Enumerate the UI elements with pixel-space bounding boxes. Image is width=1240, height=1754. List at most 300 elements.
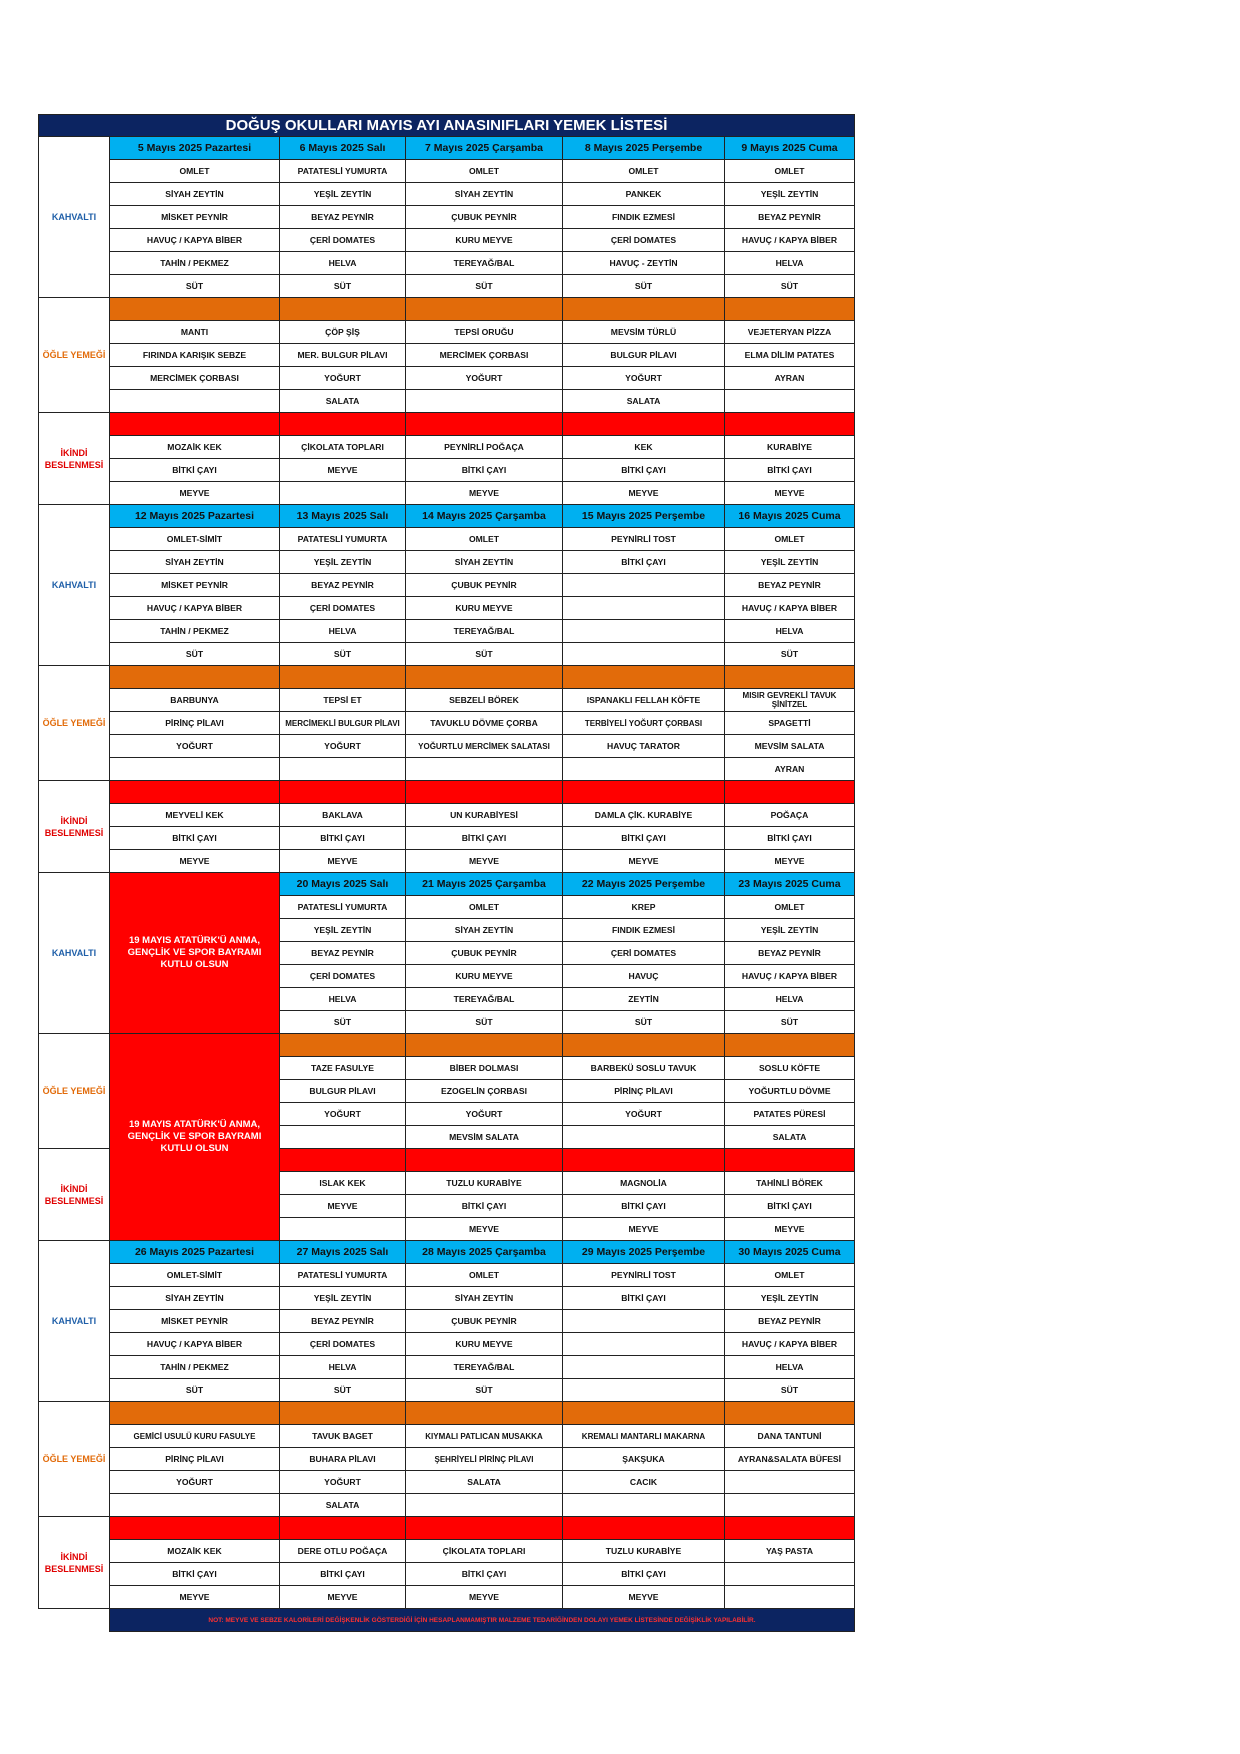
orange-separator: [725, 298, 855, 321]
menu-item: OMLET: [406, 160, 563, 183]
red-separator: [725, 781, 855, 804]
menu-item: MEVSİM SALATA: [406, 1126, 563, 1149]
meal-label-ikindi: İKİNDİ BESLENMESİ: [39, 1149, 110, 1241]
menu-item: MERCİMEKLİ BULGUR PİLAVI: [280, 712, 406, 735]
week-1-row: [39, 482, 855, 505]
week-4-row: [39, 1586, 855, 1609]
menu-item: [110, 390, 280, 413]
week-4-row: [39, 1379, 855, 1402]
menu-item: HELVA: [280, 1356, 406, 1379]
menu-item: SALATA: [280, 1494, 406, 1517]
red-separator: [563, 781, 725, 804]
menu-item: HAVUÇ / KAPYA BİBER: [110, 597, 280, 620]
week-2-row: [39, 643, 855, 666]
menu-item: KURU MEYVE: [406, 1333, 563, 1356]
menu-item: TEREYAĞ/BAL: [406, 620, 563, 643]
menu-item: [563, 574, 725, 597]
menu-item: DAMLA ÇİK. KURABİYE: [563, 804, 725, 827]
menu-item: MEYVE: [280, 1586, 406, 1609]
menu-item: BİTKİ ÇAYI: [725, 827, 855, 850]
menu-item: FINDIK EZMESİ: [563, 919, 725, 942]
menu-item: FINDIK EZMESİ: [563, 206, 725, 229]
menu-item: OMLET: [563, 160, 725, 183]
week-2-row: [39, 597, 855, 620]
menu-item: YEŞİL ZEYTİN: [725, 1287, 855, 1310]
menu-item: MAGNOLİA: [563, 1172, 725, 1195]
menu-item: HELVA: [280, 988, 406, 1011]
menu-item: MEYVE: [280, 1195, 406, 1218]
menu-item: MEYVE: [406, 482, 563, 505]
menu-item: HAVUÇ / KAPYA BİBER: [725, 1333, 855, 1356]
menu-item: [563, 1494, 725, 1517]
menu-item: BAKLAVA: [280, 804, 406, 827]
week-2-row: [39, 689, 855, 712]
menu-item: MER. BULGUR PİLAVI: [280, 344, 406, 367]
menu-item: PEYNİRLİ TOST: [563, 1264, 725, 1287]
menu-item: KIYMALI PATLICAN MUSAKKA: [406, 1425, 563, 1448]
menu-item: ÇİKOLATA TOPLARI: [406, 1540, 563, 1563]
meal-label-kahvalti: KAHVALTI: [39, 1241, 110, 1402]
menu-item: PEYNİRLİ TOST: [563, 528, 725, 551]
orange-separator: [563, 1034, 725, 1057]
orange-separator: [280, 1402, 406, 1425]
menu-item: PİRİNÇ PİLAVI: [110, 1448, 280, 1471]
menu-item: ŞEHRİYELİ PİRİNÇ PİLAVI: [406, 1448, 563, 1471]
menu-item: OMLET: [725, 528, 855, 551]
red-separator: [110, 1517, 280, 1540]
day-header: 14 Mayıs 2025 Çarşamba: [406, 505, 563, 528]
menu-item: SPAGETTİ: [725, 712, 855, 735]
menu-item: YEŞİL ZEYTİN: [725, 551, 855, 574]
menu-item: SÜT: [110, 275, 280, 298]
day-header: 8 Mayıs 2025 Perşembe: [563, 137, 725, 160]
menu-item: OMLET: [725, 896, 855, 919]
menu-item: ŞAKŞUKA: [563, 1448, 725, 1471]
menu-item: ÇERİ DOMATES: [280, 965, 406, 988]
menu-item: TAHİN / PEKMEZ: [110, 620, 280, 643]
menu-item: SİYAH ZEYTİN: [110, 551, 280, 574]
menu-item: YOĞURT: [406, 367, 563, 390]
menu-item: [725, 390, 855, 413]
menu-item: YOĞURT: [110, 735, 280, 758]
meal-label-kahvalti: KAHVALTI: [39, 137, 110, 298]
menu-item: HAVUÇ TARATOR: [563, 735, 725, 758]
menu-item: MEYVE: [725, 482, 855, 505]
menu-item: PANKEK: [563, 183, 725, 206]
week-4-row: [39, 1517, 855, 1540]
orange-separator: [406, 1402, 563, 1425]
menu-item: TEPSİ ORUĞU: [406, 321, 563, 344]
week-4-row: [39, 1448, 855, 1471]
menu-item: HAVUÇ / KAPYA BİBER: [725, 965, 855, 988]
menu-item: POĞAÇA: [725, 804, 855, 827]
menu-item: [725, 1494, 855, 1517]
menu-item: MEYVE: [110, 850, 280, 873]
red-separator: [563, 413, 725, 436]
day-header: 26 Mayıs 2025 Pazartesi: [110, 1241, 280, 1264]
menu-item: SALATA: [725, 1126, 855, 1149]
red-separator: [280, 1517, 406, 1540]
menu-item: OMLET: [110, 160, 280, 183]
menu-item: KEK: [563, 436, 725, 459]
week-1-row: [39, 390, 855, 413]
week-4-row: [39, 1471, 855, 1494]
menu-item: [563, 597, 725, 620]
menu-item: BEYAZ PEYNİR: [725, 942, 855, 965]
menu-item: YOĞURT: [280, 735, 406, 758]
menu-item: FIRINDA KARIŞIK SEBZE: [110, 344, 280, 367]
menu-item: TAHİN / PEKMEZ: [110, 1356, 280, 1379]
menu-item: BİTKİ ÇAYI: [563, 1195, 725, 1218]
menu-item: YOĞURT: [280, 1103, 406, 1126]
week-1-row: [39, 298, 855, 321]
week-4-row: [39, 1494, 855, 1517]
menu-item: MERCİMEK ÇORBASI: [406, 344, 563, 367]
week-4-row: [39, 1425, 855, 1448]
week-1-row: [39, 413, 855, 436]
week-2-row: [39, 758, 855, 781]
menu-item: MISIR GEVREKLİ TAVUK ŞİNİTZEL: [725, 689, 855, 712]
menu-item: OMLET: [406, 896, 563, 919]
orange-separator: [725, 666, 855, 689]
menu-item: OMLET: [725, 160, 855, 183]
day-header: 13 Mayıs 2025 Salı: [280, 505, 406, 528]
menu-item: EZOGELİN ÇORBASI: [406, 1080, 563, 1103]
menu-item: MEYVE: [563, 1586, 725, 1609]
menu-item: MEYVE: [406, 1586, 563, 1609]
menu-item: TAZE FASULYE: [280, 1057, 406, 1080]
menu-item: HELVA: [725, 988, 855, 1011]
menu-item: [280, 482, 406, 505]
menu-item: GEMİCİ USULÜ KURU FASULYE: [110, 1425, 280, 1448]
menu-item: [280, 1218, 406, 1241]
menu-item: BEYAZ PEYNİR: [280, 942, 406, 965]
menu-item: MEYVE: [280, 850, 406, 873]
red-separator: [280, 413, 406, 436]
menu-item: YOĞURTLU MERCİMEK SALATASI: [406, 735, 563, 758]
orange-separator: [280, 1034, 406, 1057]
menu-item: BİTKİ ÇAYI: [406, 827, 563, 850]
menu-item: SÜT: [110, 1379, 280, 1402]
menu-item: TAVUKLU DÖVME ÇORBA: [406, 712, 563, 735]
menu-item: BUHARA PİLAVI: [280, 1448, 406, 1471]
menu-item: SİYAH ZEYTİN: [110, 1287, 280, 1310]
menu-item: MEVSİM SALATA: [725, 735, 855, 758]
menu-item: SÜT: [110, 643, 280, 666]
menu-item: MEYVE: [110, 1586, 280, 1609]
red-separator: [280, 781, 406, 804]
menu-item: YOĞURT: [280, 1471, 406, 1494]
menu-item: ÇERİ DOMATES: [563, 942, 725, 965]
menu-item: SALATA: [280, 390, 406, 413]
menu-item: MEYVE: [406, 1218, 563, 1241]
menu-item: BİTKİ ÇAYI: [406, 1195, 563, 1218]
menu-item: HELVA: [725, 252, 855, 275]
menu-item: SİYAH ZEYTİN: [406, 919, 563, 942]
red-separator: [406, 1517, 563, 1540]
menu-item: HELVA: [280, 620, 406, 643]
week-1-row: [39, 275, 855, 298]
menu-item: [563, 1333, 725, 1356]
red-separator: [110, 413, 280, 436]
red-separator: [110, 781, 280, 804]
menu-item: HAVUÇ / KAPYA BİBER: [110, 229, 280, 252]
menu-item: MEYVE: [110, 482, 280, 505]
menu-item: SİYAH ZEYTİN: [406, 1287, 563, 1310]
menu-item: [563, 1356, 725, 1379]
menu-item: ISLAK KEK: [280, 1172, 406, 1195]
day-header: 16 Mayıs 2025 Cuma: [725, 505, 855, 528]
menu-item: BİBER DOLMASI: [406, 1057, 563, 1080]
menu-item: YEŞİL ZEYTİN: [280, 183, 406, 206]
day-header: 28 Mayıs 2025 Çarşamba: [406, 1241, 563, 1264]
menu-item: BİTKİ ÇAYI: [280, 1563, 406, 1586]
note-spacer: [39, 1609, 110, 1632]
menu-item: KURU MEYVE: [406, 597, 563, 620]
week-1-row: [39, 321, 855, 344]
menu-item: YOĞURT: [406, 1103, 563, 1126]
menu-item: SÜT: [280, 1379, 406, 1402]
menu-item: TEREYAĞ/BAL: [406, 988, 563, 1011]
menu-item: SÜT: [725, 1379, 855, 1402]
menu-item: SÜT: [725, 1011, 855, 1034]
menu-item: [725, 1586, 855, 1609]
meal-label-ogle: ÖĞLE YEMEĞİ: [39, 1034, 110, 1149]
menu-item: ÇERİ DOMATES: [563, 229, 725, 252]
day-header: 27 Mayıs 2025 Salı: [280, 1241, 406, 1264]
week-4-row: [39, 1310, 855, 1333]
menu-item: SÜT: [406, 1011, 563, 1034]
red-separator: [563, 1149, 725, 1172]
menu-item: TAHİNLİ BÖREK: [725, 1172, 855, 1195]
day-header: 23 Mayıs 2025 Cuma: [725, 873, 855, 896]
week-3-row: [39, 1034, 855, 1057]
menu-item: CACIK: [563, 1471, 725, 1494]
day-header: 5 Mayıs 2025 Pazartesi: [110, 137, 280, 160]
menu-item: OMLET: [406, 528, 563, 551]
menu-item: TEPSİ ET: [280, 689, 406, 712]
menu-item: [563, 1310, 725, 1333]
menu-item: YOĞURT: [563, 367, 725, 390]
orange-separator: [280, 666, 406, 689]
menu-item: KREP: [563, 896, 725, 919]
menu-item: BİTKİ ÇAYI: [725, 459, 855, 482]
week-4-row: [39, 1264, 855, 1287]
menu-item: [563, 758, 725, 781]
menu-item: KREMALI MANTARLI MAKARNA: [563, 1425, 725, 1448]
day-header: 9 Mayıs 2025 Cuma: [725, 137, 855, 160]
menu-item: ELMA DİLİM PATATES: [725, 344, 855, 367]
week-4-row: [39, 1287, 855, 1310]
menu-item: MERCİMEK ÇORBASI: [110, 367, 280, 390]
menu-item: ISPANAKLI FELLAH KÖFTE: [563, 689, 725, 712]
menu-item: ÇERİ DOMATES: [280, 229, 406, 252]
week-1-row: [39, 252, 855, 275]
red-separator: [725, 413, 855, 436]
menu-item: PATATESLİ YUMURTA: [280, 528, 406, 551]
meal-label-kahvalti: KAHVALTI: [39, 505, 110, 666]
menu-item: MİSKET PEYNİR: [110, 206, 280, 229]
week-2-row: [39, 804, 855, 827]
week-2-row: [39, 850, 855, 873]
menu-item: AYRAN&SALATA BÜFESİ: [725, 1448, 855, 1471]
menu-item: [725, 1563, 855, 1586]
menu-item: MOZAİK KEK: [110, 1540, 280, 1563]
day-header: 30 Mayıs 2025 Cuma: [725, 1241, 855, 1264]
menu-table-body: [39, 115, 855, 1632]
red-separator: [563, 1517, 725, 1540]
meal-label-ikindi: İKİNDİ BESLENMESİ: [39, 413, 110, 505]
menu-item: MEYVELİ KEK: [110, 804, 280, 827]
menu-item: BİTKİ ÇAYI: [563, 827, 725, 850]
menu-item: HAVUÇ / KAPYA BİBER: [110, 1333, 280, 1356]
menu-item: ÇUBUK PEYNİR: [406, 942, 563, 965]
week-4-row: [39, 1563, 855, 1586]
menu-item: DANA TANTUNİ: [725, 1425, 855, 1448]
menu-item: MEYVE: [280, 459, 406, 482]
menu-item: [563, 1126, 725, 1149]
week-1-row: [39, 206, 855, 229]
week-2-row: [39, 528, 855, 551]
week-1-row: [39, 137, 855, 160]
menu-item: SEBZELİ BÖREK: [406, 689, 563, 712]
menu-item: KURABİYE: [725, 436, 855, 459]
menu-item: MEYVE: [725, 850, 855, 873]
menu-item: MİSKET PEYNİR: [110, 574, 280, 597]
menu-item: BİTKİ ÇAYI: [725, 1195, 855, 1218]
menu-item: BEYAZ PEYNİR: [280, 1310, 406, 1333]
week-4-row: [39, 1402, 855, 1425]
menu-item: BEYAZ PEYNİR: [280, 206, 406, 229]
menu-item: [406, 390, 563, 413]
menu-item: BİTKİ ÇAYI: [110, 459, 280, 482]
week-2-row: [39, 735, 855, 758]
menu-item: HAVUÇ - ZEYTİN: [563, 252, 725, 275]
menu-item: TAHİN / PEKMEZ: [110, 252, 280, 275]
menu-item: HELVA: [725, 620, 855, 643]
week-2-row: [39, 827, 855, 850]
week-2-row: [39, 574, 855, 597]
menu-item: YOĞURT: [110, 1471, 280, 1494]
menu-item: MEYVE: [563, 850, 725, 873]
day-header: 20 Mayıs 2025 Salı: [280, 873, 406, 896]
menu-item: YOĞURT: [280, 367, 406, 390]
menu-item: OMLET: [406, 1264, 563, 1287]
menu-item: YEŞİL ZEYTİN: [280, 1287, 406, 1310]
menu-item: ÇUBUK PEYNİR: [406, 574, 563, 597]
menu-item: DERE OTLU POĞAÇA: [280, 1540, 406, 1563]
menu-item: MEYVE: [563, 482, 725, 505]
menu-item: OMLET: [725, 1264, 855, 1287]
menu-item: [110, 1494, 280, 1517]
menu-item: YEŞİL ZEYTİN: [280, 919, 406, 942]
menu-item: TERBİYELİ YOĞURT ÇORBASI: [563, 712, 725, 735]
menu-item: TUZLU KURABİYE: [406, 1172, 563, 1195]
menu-item: UN KURABİYESİ: [406, 804, 563, 827]
menu-item: BİTKİ ÇAYI: [110, 1563, 280, 1586]
orange-separator: [110, 666, 280, 689]
week-2-row: [39, 712, 855, 735]
day-header: 7 Mayıs 2025 Çarşamba: [406, 137, 563, 160]
day-header: 29 Mayıs 2025 Perşembe: [563, 1241, 725, 1264]
menu-item: KURU MEYVE: [406, 229, 563, 252]
menu-item: SİYAH ZEYTİN: [406, 551, 563, 574]
menu-item: TEREYAĞ/BAL: [406, 1356, 563, 1379]
menu-item: BİTKİ ÇAYI: [563, 551, 725, 574]
menu-item: SÜT: [406, 275, 563, 298]
menu-item: SÜT: [563, 1011, 725, 1034]
orange-separator: [725, 1034, 855, 1057]
week-2-row: [39, 620, 855, 643]
menu-item: ÇUBUK PEYNİR: [406, 206, 563, 229]
menu-item: BİTKİ ÇAYI: [280, 827, 406, 850]
menu-item: HELVA: [280, 252, 406, 275]
week-3-row: [39, 873, 855, 896]
day-header: 6 Mayıs 2025 Salı: [280, 137, 406, 160]
menu-item: BEYAZ PEYNİR: [725, 1310, 855, 1333]
menu-item: MEVSİM TÜRLÜ: [563, 321, 725, 344]
red-separator: [406, 413, 563, 436]
menu-item: SÜT: [406, 643, 563, 666]
meal-label-ogle: ÖĞLE YEMEĞİ: [39, 666, 110, 781]
menu-item: BEYAZ PEYNİR: [725, 206, 855, 229]
week-4-row: [39, 1241, 855, 1264]
menu-item: PEYNİRLİ POĞAÇA: [406, 436, 563, 459]
menu-item: SALATA: [563, 390, 725, 413]
menu-item: [110, 758, 280, 781]
menu-item: [406, 758, 563, 781]
menu-item: MOZAİK KEK: [110, 436, 280, 459]
menu-item: ÇİKOLATA TOPLARI: [280, 436, 406, 459]
menu-item: MİSKET PEYNİR: [110, 1310, 280, 1333]
day-header: 12 Mayıs 2025 Pazartesi: [110, 505, 280, 528]
menu-item: SÜT: [725, 275, 855, 298]
week-2-row: [39, 781, 855, 804]
note-row: [39, 1609, 855, 1632]
orange-separator: [725, 1402, 855, 1425]
menu-item: YAŞ PASTA: [725, 1540, 855, 1563]
menu-item: SÜT: [406, 1379, 563, 1402]
menu-item: BİTKİ ÇAYI: [563, 1563, 725, 1586]
menu-item: PATATES PÜRESİ: [725, 1103, 855, 1126]
menu-item: SİYAH ZEYTİN: [406, 183, 563, 206]
meal-label-ikindi: İKİNDİ BESLENMESİ: [39, 1517, 110, 1609]
menu-item: BİTKİ ÇAYI: [406, 459, 563, 482]
menu-item: [280, 758, 406, 781]
meal-label-ikindi: İKİNDİ BESLENMESİ: [39, 781, 110, 873]
orange-separator: [406, 1034, 563, 1057]
week-4-row: [39, 1333, 855, 1356]
week-1-row: [39, 344, 855, 367]
week-2-row: [39, 551, 855, 574]
menu-item: OMLET-SİMİT: [110, 1264, 280, 1287]
menu-item: HAVUÇ / KAPYA BİBER: [725, 229, 855, 252]
week-4-row: [39, 1356, 855, 1379]
menu-item: HAVUÇ: [563, 965, 725, 988]
orange-separator: [110, 298, 280, 321]
menu-item: KURU MEYVE: [406, 965, 563, 988]
menu-item: BULGUR PİLAVI: [563, 344, 725, 367]
menu-item: MEYVE: [563, 1218, 725, 1241]
menu-item: AYRAN: [725, 758, 855, 781]
menu-item: BARBUNYA: [110, 689, 280, 712]
meal-label-ogle: ÖĞLE YEMEĞİ: [39, 298, 110, 413]
menu-item: TAVUK BAGET: [280, 1425, 406, 1448]
orange-separator: [406, 298, 563, 321]
week-1-row: [39, 183, 855, 206]
red-separator: [725, 1517, 855, 1540]
week-2-row: [39, 505, 855, 528]
